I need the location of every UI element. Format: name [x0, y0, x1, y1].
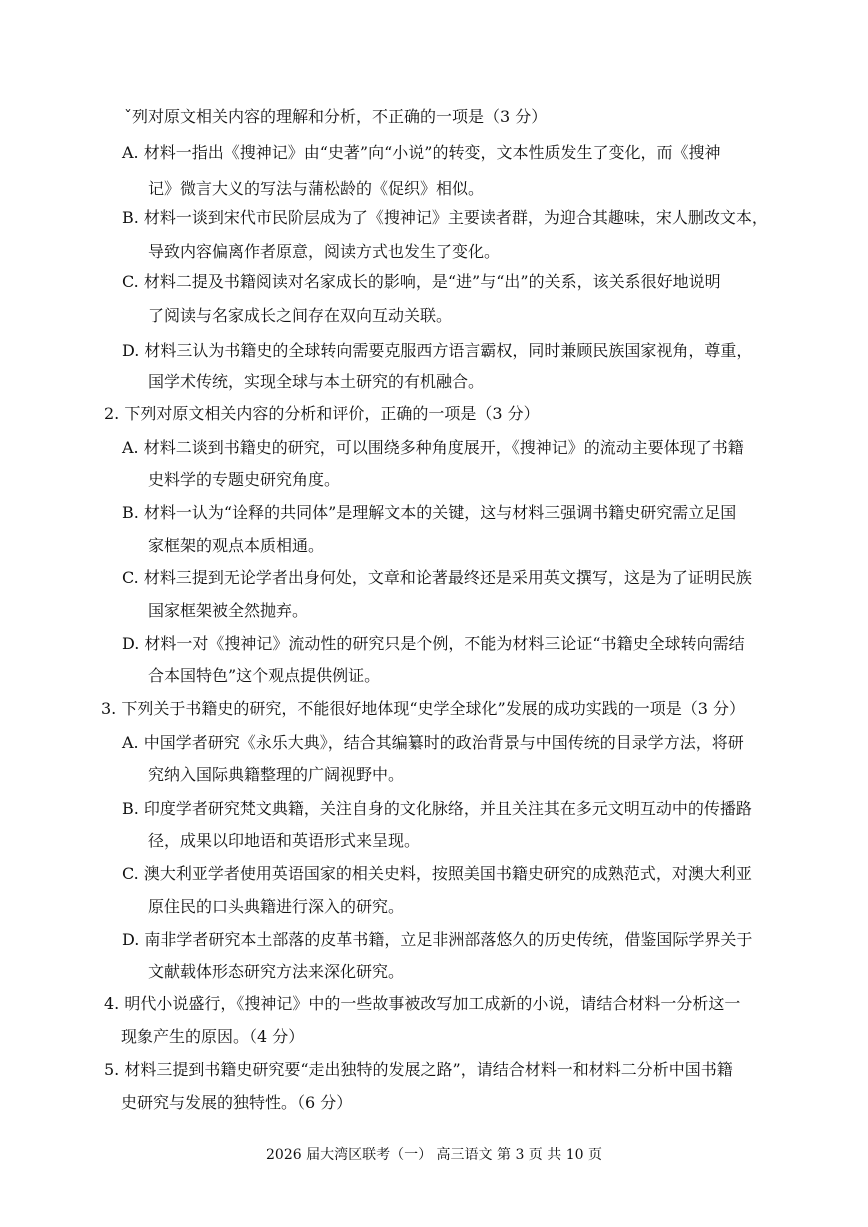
option-line: C. 材料三提到无论学者出身何处，文章和论著最终还是采用英文撰写，这是为了证明民族: [122, 568, 752, 587]
option-line: 国家框架被全然抛弃。: [148, 601, 309, 620]
option-line: D. 材料一对《搜神记》流动性的研究只是个例，不能为材料三论证“书籍史全球转向需结: [122, 634, 745, 653]
option-line: 合本国特色”这个观点提供例证。: [148, 666, 381, 685]
option-line: 导致内容偏离作者原意，阅读方式也发生了变化。: [148, 242, 501, 261]
option-line: 家框架的观点本质相通。: [148, 536, 325, 555]
question-5-stem-line: 史研究与发展的独特性。（6 分）: [121, 1093, 353, 1112]
option-line: 了阅读与名家成长之间存在双向互动关联。: [148, 306, 453, 325]
option-line: C. 澳大利亚学者使用英语国家的相关史料，按照美国书籍史研究的成熟范式，对澳大利亚: [122, 864, 752, 883]
option-line: C. 材料二提及书籍阅读对名家成长的影响，是“进”与“出”的关系，该关系很好地说明: [122, 272, 721, 291]
question-5-stem-line: 5. 材料三提到书籍史研究要“走出独特的发展之路”，请结合材料一和材料二分析中国书籍: [104, 1060, 733, 1079]
option-line: A. 材料一指出《搜神记》由“史著”向“小说”的转变，文本性质发生了变化，而《搜神: [122, 143, 721, 162]
question-4-stem-line: 4. 明代小说盛行，《搜神记》中的一些故事被改写加工成新的小说，请结合材料一分析这一: [104, 994, 741, 1013]
option-line: 记》微言大义的写法与蒲松龄的《促织》相似。: [148, 179, 485, 198]
option-line: 国学术传统，实现全球与本土研究的有机融合。: [148, 372, 485, 391]
option-line: 径，成果以印地语和英语形式来呈现。: [148, 831, 421, 850]
option-line: A. 中国学者研究《永乐大典》，结合其编纂时的政治背景与中国传统的目录学方法，将研: [122, 733, 744, 752]
question-4-stem-line: 现象产生的原因。（4 分）: [121, 1027, 305, 1046]
option-line: A. 材料二谈到书籍史的研究，可以围绕多种角度展开，《搜神记》的流动主要体现了书籍: [122, 438, 744, 457]
option-line: 史料学的专题史研究角度。: [148, 470, 341, 489]
option-line: 原住民的口头典籍进行深入的研究。: [148, 897, 405, 916]
question-2-stem: 2. 下列对原文相关内容的分析和评价，正确的一项是（3 分）: [104, 404, 540, 423]
option-line: B. 材料一认为“诠释的共同体”是理解文本的关键，这与材料三强调书籍史研究需立足国: [122, 503, 737, 522]
question-1-stem: ˇ列对原文相关内容的理解和分析，不正确的一项是（3 分）: [124, 107, 548, 126]
question-3-stem: 3. 下列关于书籍史的研究，不能很好地体现“史学全球化”发展的成功实践的一项是（3 分）: [101, 699, 745, 718]
option-line: 文献载体形态研究方法来深化研究。: [148, 962, 405, 981]
page-footer: 2026 届大湾区联考（一） 高三语文 第 3 页 共 10 页: [266, 1147, 602, 1163]
option-line: B. 印度学者研究梵文典籍，关注自身的文化脉络，并且关注其在多元文明互动中的传播路: [122, 799, 752, 818]
option-line: D. 南非学者研究本土部落的皮革书籍，立足非洲部落悠久的历史传统，借鉴国际学界关于: [122, 930, 753, 949]
option-line: B. 材料一谈到宋代市民阶层成为了《搜神记》主要读者群，为迎合其趣味，宋人删改文本，: [122, 208, 768, 227]
option-line: D. 材料三认为书籍史的全球转向需要克服西方语言霸权，同时兼顾民族国家视角，尊重，: [122, 341, 753, 360]
option-line: 究纳入国际典籍整理的广阔视野中。: [148, 765, 405, 784]
